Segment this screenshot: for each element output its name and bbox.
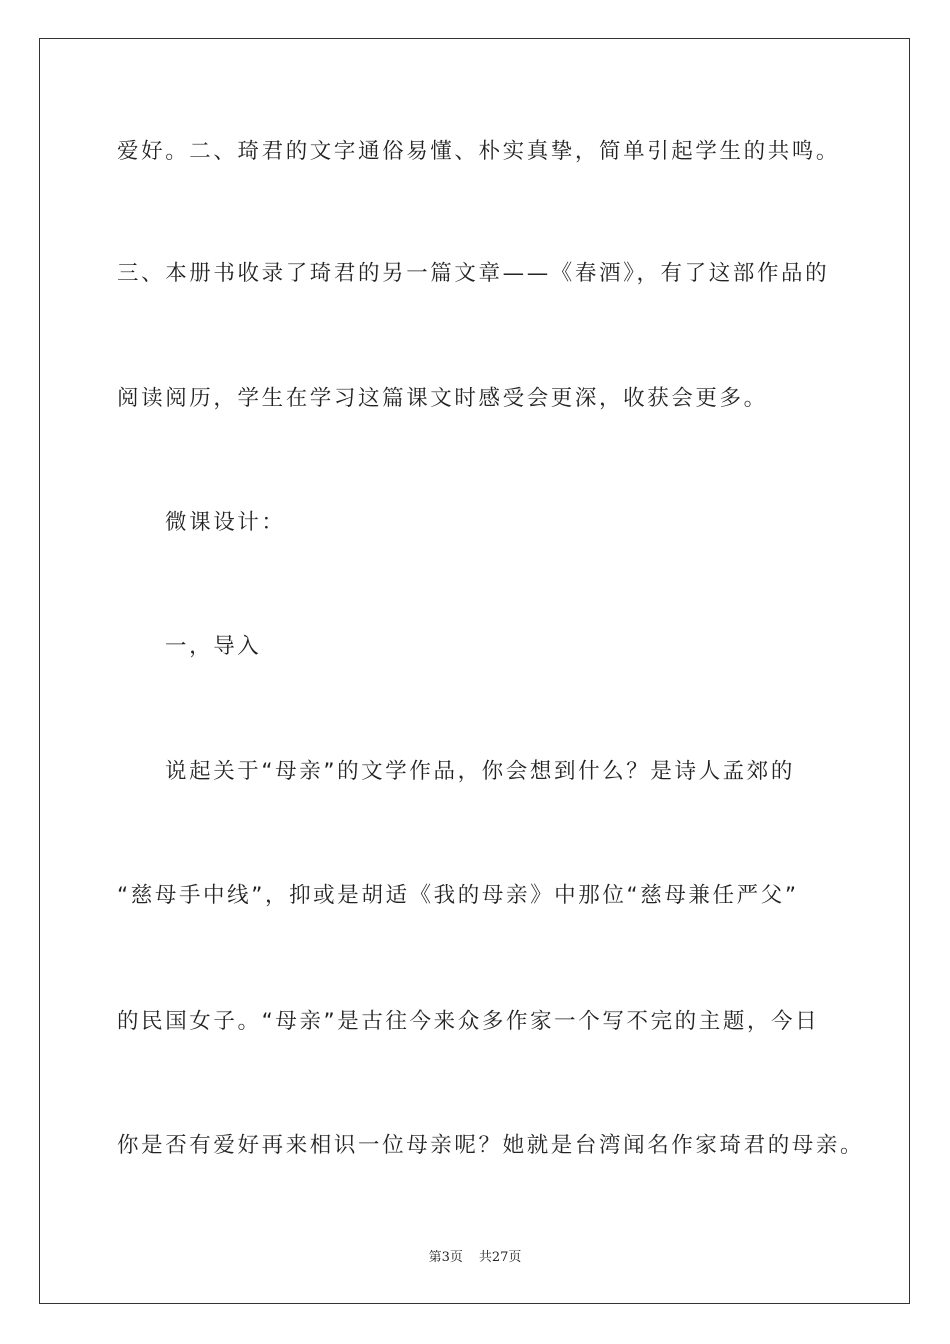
body-line-2: 三、本册书收录了琦君的另一篇文章——《春酒》，有了这部作品的 xyxy=(117,261,830,286)
body-line-6: 说起关于“母亲”的文学作品，你会想到什么？是诗人孟郊的 xyxy=(165,759,795,784)
page-number: 第3页 xyxy=(428,1250,463,1265)
page-frame xyxy=(39,38,910,1304)
page-total: 共27页 xyxy=(478,1250,522,1265)
body-line-1: 爱好。二、琦君的文字通俗易懂、朴实真挚，简单引起学生的共鸣。 xyxy=(117,139,841,164)
body-line-9: 你是否有爱好再来相识一位母亲呢？她就是台湾闻名作家琦君的母亲。 xyxy=(117,1133,865,1158)
body-line-3: 阅读阅历，学生在学习这篇课文时感受会更深，收获会更多。 xyxy=(117,386,768,411)
body-line-8: 的民国女子。“母亲”是古往今来众多作家一个写不完的主题，今日 xyxy=(117,1009,820,1034)
body-line-7: “慈母手中线”，抑或是胡适《我的母亲》中那位“慈母兼任严父” xyxy=(117,883,799,908)
subsection-heading-intro: 一，导入 xyxy=(165,634,262,659)
page-footer xyxy=(0,1246,950,1265)
section-heading-weike: 微课设计： xyxy=(165,510,286,535)
